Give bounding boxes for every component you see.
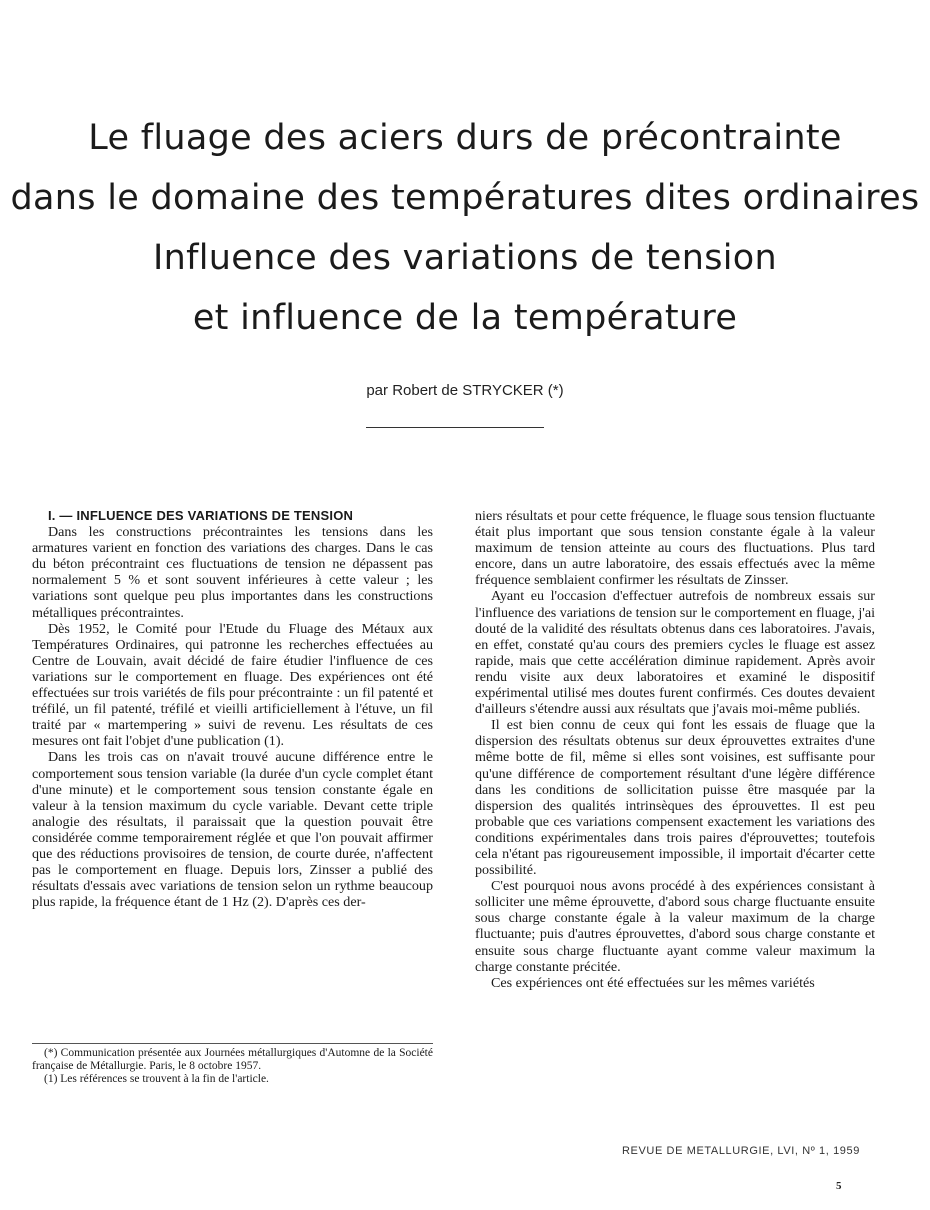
right-paragraph-4: C'est pourquoi nous avons procédé à des expériences consistant à solliciter une même éprouvette, d'abord sous charge fluctuante ensuite sous charge constante égale à la valeur maximum de la charge fluctuante; puis d'autres éprouvettes, d'abord sous charge constante et ensuite sous charge fluctuante ayant comme valeur maximum la charge constante précitée.: [475, 878, 875, 975]
left-paragraph-1: Dans les constructions précontraintes les tensions dans les armatures varient en fonction des variations des charges. Dans le cas du béton précontraint ces fluctuations de tension ne dépassent pas normalement 5 % et sont souvent inférieures à cette valeur ; les variations sont quelque peu plus importantes dans les constructions métalliques précontraintes.: [32, 524, 433, 621]
footnote-1: (*) Communication présentée aux Journées métallurgiques d'Automne de la Société française de Métallurgie. Paris, le 8 octobre 1957.: [32, 1047, 433, 1072]
right-paragraph-2: Ayant eu l'occasion d'effectuer autrefois de nombreux essais sur l'influence des variations de tension sur le comportement en fluage, j'ai douté de la validité des résultats obtenus dans ces laboratoires. J'avais, en effet, constaté qu'au cours des premiers cycles le fluage est assez rapide, mais que cette accélération diminue rapidement. Après avoir rendu visite aux deux laboratoires et examiné le dispositif expérimental utilisé mes doutes furent confirmés. Ces doutes devaient d'ailleurs s'étendre aussi aux résultats que j'avais moi-même publiés.: [475, 588, 875, 718]
left-paragraph-2: Dès 1952, le Comité pour l'Etude du Fluage des Métaux aux Températures Ordinaires, qui patronne les recherches effectuées au Centre de Louvain, avait décidé de faire étudier l'influence de ces variations sur le comportement en fluage. Des expériences ont été effectuées sur trois variétés de fils pour précontrainte : un fil patenté et tréfilé, un fil patenté, tréfilé et vieilli artificiellement à l'étuve, un fil traité par « martempering » suivi de revenu. Les résultats de ces mesures ont fait l'objet d'une publication (1).: [32, 620, 433, 750]
title-line-4: et influence de la température: [192, 298, 738, 338]
author-byline: par Robert de STRYCKER (*): [366, 382, 564, 399]
right-paragraph-3: Il est bien connu de ceux qui font les essais de fluage que la dispersion des résultats obtenus sur deux éprouvettes extraites d'une même botte de fil, même si elles sont voisines, est suffisante pour qu'une différence de comportement résultant d'une légère différence dans les conditions de sollicitation puisse être masquée par la dispersion des qualités intrinsèques des éprouvettes. Il est peu probable que ces variations compensent exactement les variations des conditions expérimentales dans trois paires d'éprouvettes; toutefois cela n'étant pas rigoureusement impossible, il importait d'écarter cette possibilité.: [475, 717, 875, 879]
title-divider: [366, 427, 544, 428]
article-title: [0, 108, 930, 348]
right-column: [475, 508, 875, 991]
left-paragraph-3: Dans les trois cas on n'avait trouvé aucune différence entre le comportement sous tension variable (la durée d'un cycle complet étant d'une minute) et le comportement sous tension constante égale en valeur à la tension maximum du cycle variable. Devant cette triple analogie des résultats, il paraissait que la question pouvait être considérée comme temporairement réglée et que l'on pouvait affirmer que des réductions provisoires de tension, de courte durée, n'affectent pas le comportement en fluage. Depuis lors, Zinsser a publié des résultats d'essais avec variations de tension selon un rythme beaucoup plus rapide, la fréquence étant de 1 Hz (2). D'après ces der-: [32, 749, 433, 911]
footnote-2: (1) Les références se trouvent à la fin de l'article.: [44, 1073, 269, 1085]
section-heading: I. — INFLUENCE DES VARIATIONS DE TENSION: [48, 508, 354, 523]
left-column: [32, 508, 433, 910]
right-paragraph-5: Ces expériences ont été effectuées sur les mêmes variétés: [491, 974, 815, 991]
footnotes: [32, 1043, 433, 1086]
title-line-2: dans le domaine des températures dites ordinaires: [10, 178, 920, 218]
right-paragraph-1: niers résultats et pour cette fréquence, le fluage sous tension fluctuante était plus important que sous tension constante égale à la valeur maximum de tension atteinte au cours des fluctuations. Plus tard encore, dans un autre laboratoire, des essais effectués avec la même fréquence semblaient confirmer les résultats de Zinsser.: [475, 508, 875, 589]
title-line-1: Le fluage des aciers durs de précontrainte: [88, 118, 842, 158]
title-line-3: Influence des variations de tension: [153, 238, 777, 278]
page-number: 5: [836, 1180, 842, 1192]
journal-citation: REVUE DE METALLURGIE, LVI, Nº 1, 1959: [622, 1145, 860, 1157]
